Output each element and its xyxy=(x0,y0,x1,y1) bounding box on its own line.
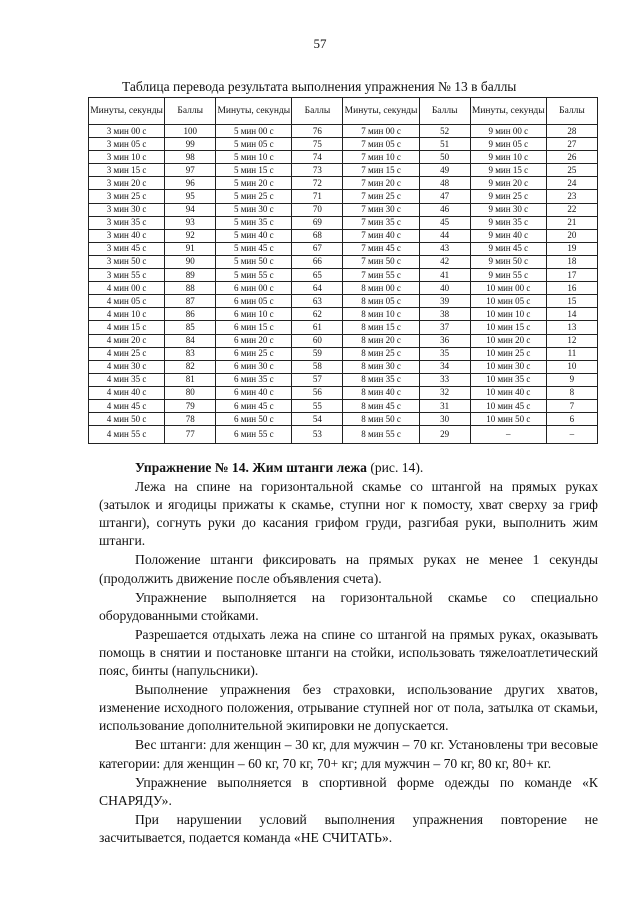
table-row xyxy=(89,360,598,373)
points-cell: 63 xyxy=(292,295,343,308)
points-cell: 72 xyxy=(292,177,343,190)
time-cell: 3 мин 00 с xyxy=(89,125,165,138)
table-row xyxy=(89,203,598,216)
time-cell: 3 мин 05 с xyxy=(89,138,165,151)
table-row xyxy=(89,190,598,203)
header-time: Минуты, секунды xyxy=(89,98,165,125)
time-cell: 5 мин 05 с xyxy=(216,138,292,151)
time-cell: 6 мин 10 с xyxy=(216,308,292,321)
points-cell: 48 xyxy=(419,177,470,190)
points-cell: 10 xyxy=(546,360,597,373)
time-cell: 4 мин 30 с xyxy=(89,360,165,373)
time-cell: 9 мин 20 с xyxy=(470,177,546,190)
table-row xyxy=(89,295,598,308)
points-cell: 47 xyxy=(419,190,470,203)
points-cell: 33 xyxy=(419,373,470,386)
table-row xyxy=(89,308,598,321)
table-row xyxy=(89,242,598,255)
page-number: 57 xyxy=(313,36,327,51)
points-cell: 21 xyxy=(546,216,597,229)
points-cell: 29 xyxy=(419,426,470,444)
paragraph: Положение штанги фиксировать на прямых руках не менее 1 секунды (продолжить движение после объявления счета). xyxy=(99,552,598,586)
time-cell: 10 мин 00 с xyxy=(470,282,546,295)
time-cell: 6 мин 50 с xyxy=(216,413,292,426)
points-cell: 45 xyxy=(419,216,470,229)
time-cell: 6 мин 20 с xyxy=(216,334,292,347)
points-cell: 67 xyxy=(292,242,343,255)
points-cell: 97 xyxy=(165,164,216,177)
points-cell: 64 xyxy=(292,282,343,295)
time-cell: 9 мин 45 с xyxy=(470,242,546,255)
header-points: Баллы xyxy=(165,98,216,125)
table-row xyxy=(89,282,598,295)
time-cell: 8 мин 10 с xyxy=(343,308,419,321)
time-cell: 6 мин 05 с xyxy=(216,295,292,308)
points-cell: 60 xyxy=(292,334,343,347)
time-cell: 4 мин 45 с xyxy=(89,399,165,412)
points-cell: 65 xyxy=(292,269,343,282)
points-cell: 50 xyxy=(419,151,470,164)
time-cell: 10 мин 40 с xyxy=(470,386,546,399)
points-cell: 37 xyxy=(419,321,470,334)
time-cell: 9 мин 15 с xyxy=(470,164,546,177)
time-cell: 3 мин 30 с xyxy=(89,203,165,216)
table-row xyxy=(89,216,598,229)
time-cell: 4 мин 20 с xyxy=(89,334,165,347)
time-cell: 5 мин 25 с xyxy=(216,190,292,203)
points-cell: 85 xyxy=(165,321,216,334)
points-cell: 13 xyxy=(546,321,597,334)
time-cell: 3 мин 15 с xyxy=(89,164,165,177)
points-cell: 35 xyxy=(419,347,470,360)
header-points: Баллы xyxy=(419,98,470,125)
time-cell: 6 мин 25 с xyxy=(216,347,292,360)
points-cell: 8 xyxy=(546,386,597,399)
paragraph: Вес штанги: для женщин – 30 кг, для мужчин – 70 кг. Установлены три весовые категории: для женщин – 60 кг, 70 кг, 70+ кг; для мужчин – 70 кг, 80 кг, 80+ кг. xyxy=(99,737,598,771)
table-row xyxy=(89,151,598,164)
points-cell: 22 xyxy=(546,203,597,216)
points-cell: 44 xyxy=(419,229,470,242)
points-cell: 15 xyxy=(546,295,597,308)
time-cell: 9 мин 30 с xyxy=(470,203,546,216)
time-cell: 8 мин 45 с xyxy=(343,399,419,412)
time-cell: 4 мин 50 с xyxy=(89,413,165,426)
time-cell: 7 мин 05 с xyxy=(343,138,419,151)
points-cell: 41 xyxy=(419,269,470,282)
time-cell: – xyxy=(470,426,546,444)
points-cell: 54 xyxy=(292,413,343,426)
points-cell: 66 xyxy=(292,255,343,268)
time-cell: 8 мин 40 с xyxy=(343,386,419,399)
points-cell: 77 xyxy=(165,426,216,444)
time-cell: 7 мин 50 с xyxy=(343,255,419,268)
points-cell: – xyxy=(546,426,597,444)
time-cell: 5 мин 15 с xyxy=(216,164,292,177)
time-cell: 10 мин 45 с xyxy=(470,399,546,412)
table-row xyxy=(89,177,598,190)
points-cell: 36 xyxy=(419,334,470,347)
points-cell: 46 xyxy=(419,203,470,216)
time-cell: 5 мин 10 с xyxy=(216,151,292,164)
points-cell: 83 xyxy=(165,347,216,360)
points-cell: 28 xyxy=(546,125,597,138)
table-row xyxy=(89,255,598,268)
time-cell: 8 мин 35 с xyxy=(343,373,419,386)
table-row xyxy=(89,386,598,399)
time-cell: 8 мин 20 с xyxy=(343,334,419,347)
time-cell: 9 мин 40 с xyxy=(470,229,546,242)
time-cell: 7 мин 15 с xyxy=(343,164,419,177)
time-cell: 5 мин 55 с xyxy=(216,269,292,282)
points-cell: 96 xyxy=(165,177,216,190)
time-cell: 7 мин 40 с xyxy=(343,229,419,242)
paragraph: Разрешается отдыхать лежа на спине со штангой на прямых руках, оказывать помощь в снятии и постановке штанги на стойки, использовать тяжелоатлетический пояс, бинты (напульсники). xyxy=(99,626,598,679)
time-cell: 3 мин 25 с xyxy=(89,190,165,203)
time-cell: 4 мин 05 с xyxy=(89,295,165,308)
points-cell: 94 xyxy=(165,203,216,216)
table-row xyxy=(89,347,598,360)
exercise-text xyxy=(99,459,598,847)
time-cell: 3 мин 35 с xyxy=(89,216,165,229)
points-cell: 27 xyxy=(546,138,597,151)
time-cell: 4 мин 35 с xyxy=(89,373,165,386)
paragraph: Упражнение выполняется на горизонтальной скамье со специально оборудованными стойками. xyxy=(99,589,598,623)
points-cell: 31 xyxy=(419,399,470,412)
points-cell: 95 xyxy=(165,190,216,203)
time-cell: 10 мин 50 с xyxy=(470,413,546,426)
points-cell: 18 xyxy=(546,255,597,268)
time-cell: 9 мин 55 с xyxy=(470,269,546,282)
time-cell: 7 мин 30 с xyxy=(343,203,419,216)
time-cell: 10 мин 20 с xyxy=(470,334,546,347)
time-cell: 10 мин 30 с xyxy=(470,360,546,373)
time-cell: 6 мин 55 с xyxy=(216,426,292,444)
time-cell: 7 мин 20 с xyxy=(343,177,419,190)
table-row xyxy=(89,426,598,444)
time-cell: 4 мин 40 с xyxy=(89,386,165,399)
points-cell: 58 xyxy=(292,360,343,373)
time-cell: 4 мин 25 с xyxy=(89,347,165,360)
time-cell: 3 мин 10 с xyxy=(89,151,165,164)
points-cell: 89 xyxy=(165,269,216,282)
exercise-heading-figure-ref: (рис. 14). xyxy=(366,460,424,475)
points-cell: 69 xyxy=(292,216,343,229)
points-cell: 6 xyxy=(546,413,597,426)
points-cell: 68 xyxy=(292,229,343,242)
points-cell: 34 xyxy=(419,360,470,373)
points-cell: 84 xyxy=(165,334,216,347)
points-cell: 23 xyxy=(546,190,597,203)
time-cell: 7 мин 00 с xyxy=(343,125,419,138)
points-cell: 76 xyxy=(292,125,343,138)
time-cell: 9 мин 25 с xyxy=(470,190,546,203)
time-cell: 8 мин 00 с xyxy=(343,282,419,295)
time-cell: 3 мин 50 с xyxy=(89,255,165,268)
time-cell: 6 мин 00 с xyxy=(216,282,292,295)
table-row xyxy=(89,229,598,242)
header-points: Баллы xyxy=(292,98,343,125)
points-cell: 25 xyxy=(546,164,597,177)
time-cell: 4 мин 10 с xyxy=(89,308,165,321)
points-cell: 9 xyxy=(546,373,597,386)
points-cell: 7 xyxy=(546,399,597,412)
points-cell: 98 xyxy=(165,151,216,164)
table-header-row xyxy=(89,98,598,125)
paragraph: Лежа на спине на горизонтальной скамье со штангой на прямых руках (затылок и ягодицы прижаты к скамье, ступни ног к помосту, хват сверху за гриф штанги), согнуть руки до касания грифом груди, разгибая руки, выполнить жим штанги. xyxy=(99,479,598,549)
points-cell: 32 xyxy=(419,386,470,399)
time-cell: 9 мин 35 с xyxy=(470,216,546,229)
table-row xyxy=(89,125,598,138)
points-cell: 93 xyxy=(165,216,216,229)
table-row xyxy=(89,269,598,282)
points-cell: 43 xyxy=(419,242,470,255)
points-cell: 71 xyxy=(292,190,343,203)
time-cell: 4 мин 00 с xyxy=(89,282,165,295)
points-cell: 73 xyxy=(292,164,343,177)
time-cell: 8 мин 05 с xyxy=(343,295,419,308)
points-cell: 91 xyxy=(165,242,216,255)
score-conversion-table xyxy=(88,97,598,444)
points-cell: 92 xyxy=(165,229,216,242)
points-cell: 51 xyxy=(419,138,470,151)
points-cell: 52 xyxy=(419,125,470,138)
time-cell: 7 мин 45 с xyxy=(343,242,419,255)
points-cell: 90 xyxy=(165,255,216,268)
time-cell: 6 мин 35 с xyxy=(216,373,292,386)
points-cell: 80 xyxy=(165,386,216,399)
points-cell: 87 xyxy=(165,295,216,308)
points-cell: 11 xyxy=(546,347,597,360)
time-cell: 7 мин 35 с xyxy=(343,216,419,229)
time-cell: 8 мин 50 с xyxy=(343,413,419,426)
time-cell: 5 мин 00 с xyxy=(216,125,292,138)
time-cell: 7 мин 25 с xyxy=(343,190,419,203)
time-cell: 10 мин 25 с xyxy=(470,347,546,360)
points-cell: 39 xyxy=(419,295,470,308)
points-cell: 74 xyxy=(292,151,343,164)
header-time: Минуты, секунды xyxy=(216,98,292,125)
table-row xyxy=(89,413,598,426)
table-title: Таблица перевода результата выполнения упражнения № 13 в баллы xyxy=(122,79,517,94)
points-cell: 81 xyxy=(165,373,216,386)
table-row xyxy=(89,138,598,151)
time-cell: 8 мин 15 с xyxy=(343,321,419,334)
points-cell: 57 xyxy=(292,373,343,386)
time-cell: 9 мин 00 с xyxy=(470,125,546,138)
time-cell: 10 мин 10 с xyxy=(470,308,546,321)
time-cell: 3 мин 20 с xyxy=(89,177,165,190)
points-cell: 70 xyxy=(292,203,343,216)
points-cell: 53 xyxy=(292,426,343,444)
exercise-heading xyxy=(99,459,598,477)
points-cell: 40 xyxy=(419,282,470,295)
points-cell: 56 xyxy=(292,386,343,399)
points-cell: 14 xyxy=(546,308,597,321)
points-cell: 62 xyxy=(292,308,343,321)
time-cell: 6 мин 15 с xyxy=(216,321,292,334)
table-body xyxy=(89,125,598,444)
points-cell: 12 xyxy=(546,334,597,347)
time-cell: 6 мин 30 с xyxy=(216,360,292,373)
points-cell: 38 xyxy=(419,308,470,321)
points-cell: 20 xyxy=(546,229,597,242)
time-cell: 10 мин 05 с xyxy=(470,295,546,308)
points-cell: 26 xyxy=(546,151,597,164)
time-cell: 6 мин 45 с xyxy=(216,399,292,412)
time-cell: 5 мин 30 с xyxy=(216,203,292,216)
points-cell: 79 xyxy=(165,399,216,412)
time-cell: 5 мин 35 с xyxy=(216,216,292,229)
points-cell: 88 xyxy=(165,282,216,295)
points-cell: 75 xyxy=(292,138,343,151)
points-cell: 42 xyxy=(419,255,470,268)
time-cell: 7 мин 10 с xyxy=(343,151,419,164)
time-cell: 3 мин 40 с xyxy=(89,229,165,242)
time-cell: 5 мин 50 с xyxy=(216,255,292,268)
points-cell: 16 xyxy=(546,282,597,295)
points-cell: 86 xyxy=(165,308,216,321)
header-points: Баллы xyxy=(546,98,597,125)
time-cell: 6 мин 40 с xyxy=(216,386,292,399)
time-cell: 8 мин 25 с xyxy=(343,347,419,360)
points-cell: 82 xyxy=(165,360,216,373)
time-cell: 3 мин 55 с xyxy=(89,269,165,282)
time-cell: 10 мин 15 с xyxy=(470,321,546,334)
points-cell: 49 xyxy=(419,164,470,177)
time-cell: 8 мин 30 с xyxy=(343,360,419,373)
time-cell: 7 мин 55 с xyxy=(343,269,419,282)
points-cell: 61 xyxy=(292,321,343,334)
time-cell: 4 мин 15 с xyxy=(89,321,165,334)
table-row xyxy=(89,164,598,177)
time-cell: 3 мин 45 с xyxy=(89,242,165,255)
points-cell: 78 xyxy=(165,413,216,426)
table-row xyxy=(89,399,598,412)
header-time: Минуты, секунды xyxy=(343,98,419,125)
table-row xyxy=(89,373,598,386)
time-cell: 9 мин 05 с xyxy=(470,138,546,151)
points-cell: 30 xyxy=(419,413,470,426)
paragraph: Упражнение выполняется в спортивной форме одежды по команде «К СНАРЯДУ». xyxy=(99,774,598,808)
points-cell: 59 xyxy=(292,347,343,360)
time-cell: 8 мин 55 с xyxy=(343,426,419,444)
points-cell: 55 xyxy=(292,399,343,412)
table-row xyxy=(89,334,598,347)
time-cell: 5 мин 40 с xyxy=(216,229,292,242)
exercise-heading-title: Упражнение № 14. Жим штанги лежа xyxy=(135,460,367,475)
points-cell: 19 xyxy=(546,242,597,255)
time-cell: 10 мин 35 с xyxy=(470,373,546,386)
points-cell: 24 xyxy=(546,177,597,190)
points-cell: 99 xyxy=(165,138,216,151)
points-cell: 17 xyxy=(546,269,597,282)
time-cell: 9 мин 50 с xyxy=(470,255,546,268)
points-cell: 100 xyxy=(165,125,216,138)
paragraph: Выполнение упражнения без страховки, использование других хватов, изменение исходного положения, отрывание ступней ног от пола, затылка от скамьи, использование дополнительной экипировки не допускается. xyxy=(99,682,598,734)
table-row xyxy=(89,321,598,334)
time-cell: 5 мин 45 с xyxy=(216,242,292,255)
time-cell: 4 мин 55 с xyxy=(89,426,165,444)
time-cell: 9 мин 10 с xyxy=(470,151,546,164)
header-time: Минуты, секунды xyxy=(470,98,546,125)
time-cell: 5 мин 20 с xyxy=(216,177,292,190)
paragraph: При нарушении условий выполнения упражнения повторение не засчитывается, подается команда «НЕ СЧИТАТЬ». xyxy=(99,811,598,845)
